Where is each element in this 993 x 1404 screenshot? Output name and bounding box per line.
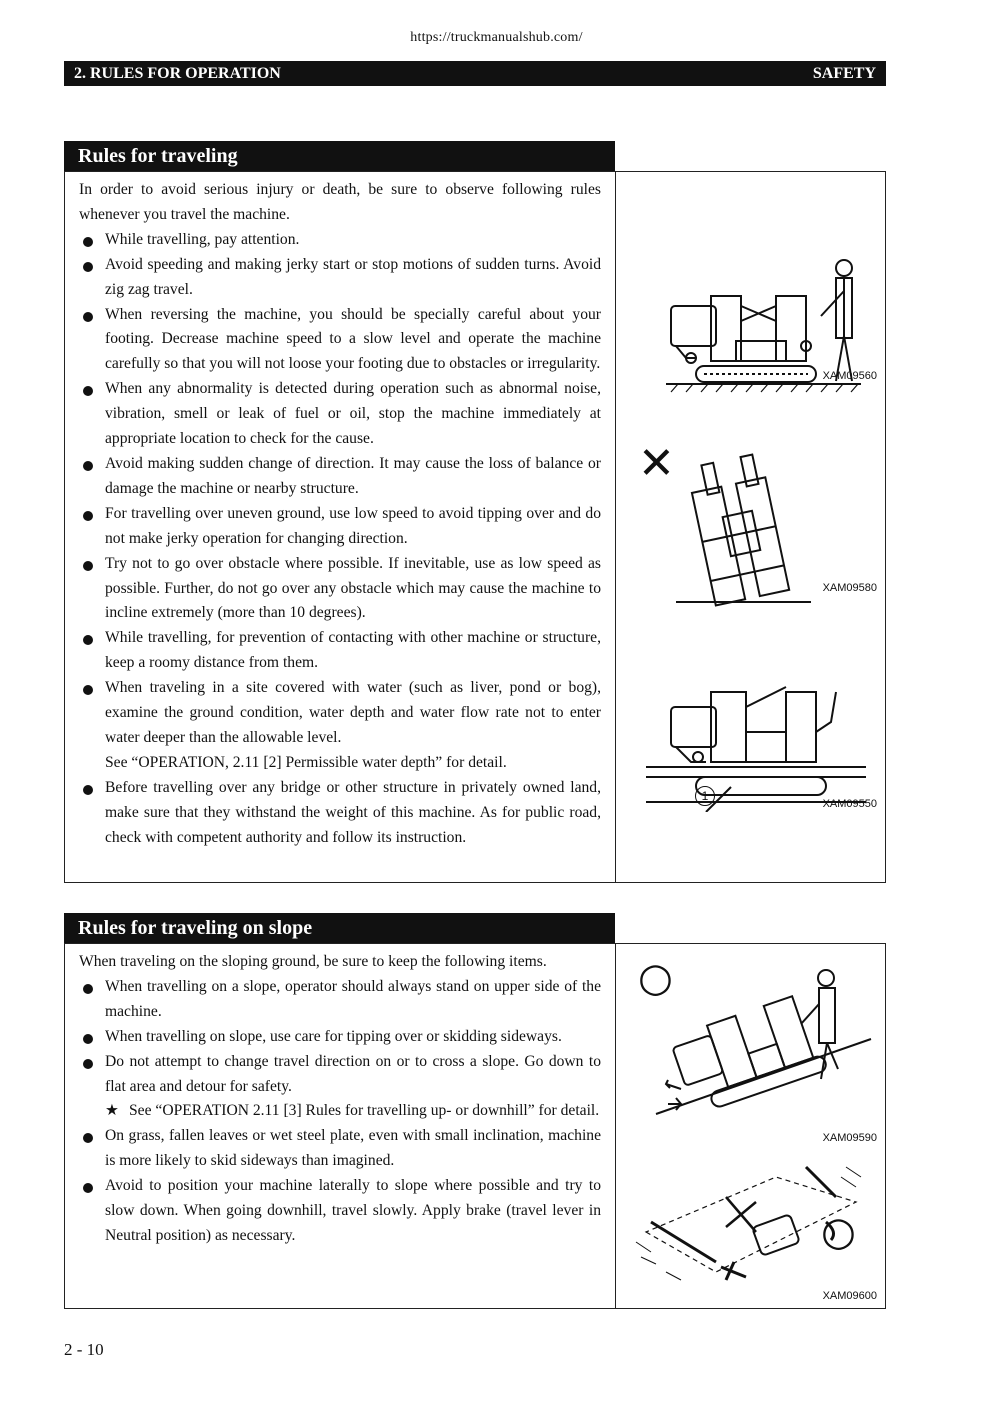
section-title: Rules for traveling (64, 141, 615, 171)
list-item: Do not attempt to change travel direction on or to cross a slope. Go down to flat area and detour for safety. (79, 1050, 601, 1100)
figure-code: XAM09550 (822, 798, 877, 810)
list-item: For travelling over uneven ground, use low speed to avoid tipping over and do not make jerky operation for changing direction. (79, 502, 601, 552)
figure-code: XAM09560 (822, 370, 877, 382)
section-title: Rules for traveling on slope (64, 913, 615, 943)
section-rules-for-traveling (64, 141, 886, 883)
figure-code: XAM09600 (822, 1290, 877, 1302)
intro-paragraph: In order to avoid serious injury or death, be sure to observe following rules whenever you travel the machine. (79, 181, 601, 223)
list-item: When reversing the machine, you should be specially careful about your footing. Decrease machine speed to a slow level and operate the machine carefully so that you will not loose your footing due to obstacles or irregularity. (79, 303, 601, 378)
header-safety-label: SAFETY (812, 64, 876, 82)
page-header-bar (64, 61, 886, 86)
correct-mark-icon: ○ (638, 955, 673, 1001)
figure-column (616, 944, 885, 1308)
list-item: While travelling, pay attention. (79, 228, 601, 253)
figure-code: XAM09580 (822, 582, 877, 594)
list-item: Before travelling over any bridge or other structure in privately owned land, make sure that they withstand the weight of this machine. As for public road, check with competent authority and follow its instruction. (79, 776, 601, 851)
list-item: When any abnormality is detected during operation such as abnormal noise, vibration, smell or leak of fuel or oil, stop the machine immediately at appropriate location to check for the cause. (79, 377, 601, 452)
list-item-text: When traveling in a site covered with water (such as liver, pond or bog), examine the ground condition, water depth and water flow rate not to enter water deeper than the allowable level. (105, 679, 601, 746)
prohibited-mark-icon: ✕ (638, 438, 675, 489)
list-item: When travelling on a slope, operator should always stand on upper side of the machine. (79, 975, 601, 1025)
section-text (65, 172, 616, 882)
callout-number: 1 (695, 786, 715, 806)
figure-code: XAM09590 (822, 1132, 877, 1144)
reference-note: See “OPERATION, 2.11 [2] Permissible water depth” for detail. (105, 753, 507, 771)
list-item: Avoid to position your machine laterally to slope where possible and try to slow down. When going downhill, travel slowly. Apply brake (travel lever in Neutral position) as necessary. (79, 1174, 601, 1249)
list-item: Avoid speeding and making jerky start or stop motions of sudden turns. Avoid zig zag travel. (79, 253, 601, 303)
section-text (65, 944, 616, 1308)
section-rules-for-traveling-on-slope (64, 913, 886, 1309)
list-item (79, 676, 601, 776)
list-item: Try not to go over obstacle where possible. If inevitable, use as low speed as possible. Further, do not go over any obstacle which may cause the machine to incline extremely (more than 10 degrees). (79, 552, 601, 627)
list-item: On grass, fallen leaves or wet steel plate, even with small inclination, machine is more likely to skid sideways than imagined. (79, 1124, 601, 1174)
reference-note-text: See “OPERATION 2.11 [3] Rules for travelling up- or downhill” for detail. (129, 1102, 600, 1120)
star-icon: ★ (105, 1102, 119, 1120)
list-item: When travelling on slope, use care for tipping over or skidding sideways. (79, 1025, 601, 1050)
machine-on-slope-illustration (646, 964, 886, 1124)
intro-paragraph: When traveling on the sloping ground, be sure to keep the following items. (79, 953, 547, 970)
header-chapter-title: 2. RULES FOR OPERATION (74, 64, 281, 82)
correct-mark-icon: ○ (821, 1209, 856, 1255)
list-item: Avoid making sudden change of direction. It may cause the loss of balance or damage the machine or nearby structure. (79, 452, 601, 502)
list-item: While travelling, for prevention of contacting with other machine or structure, keep a roomy distance from them. (79, 626, 601, 676)
page-number: 2 - 10 (64, 1340, 104, 1359)
figure-column (616, 172, 885, 882)
source-url: https://truckmanualshub.com/ (410, 30, 583, 45)
machine-water-illustration (636, 662, 876, 812)
reference-note (79, 1099, 601, 1124)
